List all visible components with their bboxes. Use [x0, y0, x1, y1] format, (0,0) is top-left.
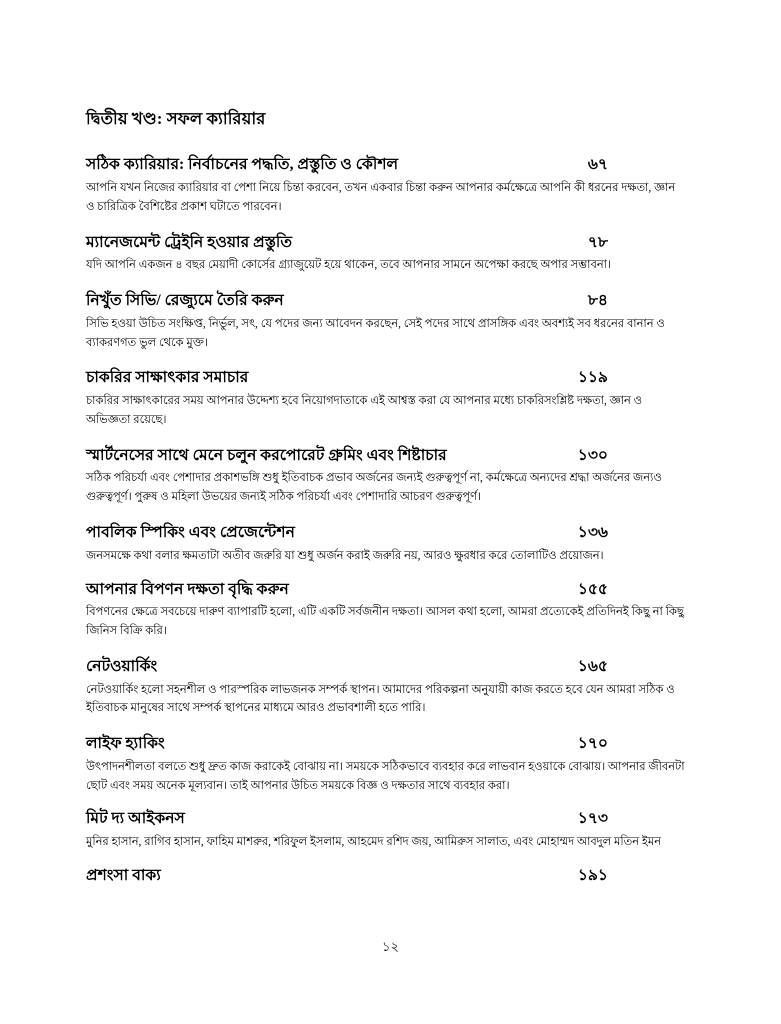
toc-entry-header: [86, 232, 690, 254]
toc-entry-page-number: ১৬৫: [577, 657, 608, 675]
toc-entry-title[interactable]: প্রশংসা বাক্য: [86, 866, 161, 884]
toc-entry: [86, 733, 690, 795]
toc-entry-page-number: ১৯১: [577, 866, 608, 884]
toc-entry: [86, 522, 690, 566]
toc-entry-title[interactable]: মিট দ্য আইকনস: [86, 810, 185, 828]
footer-page-number: ১২: [382, 939, 399, 954]
toc-entry-page-number: ১১৯: [577, 369, 608, 387]
toc-content: [86, 108, 690, 904]
volume-title: দ্বিতীয় খণ্ড: সফল ক্যারিয়ার: [86, 109, 266, 128]
toc-entry-header: [86, 579, 690, 601]
toc-entry-description: চাকরির সাক্ষাৎকারের সময় আপনার উদ্দেশ্য হবে নিয়োগদাতাকে এই আশ্বস্ত করা যে আপনার মধ্যে চাকরিসংশ্লিষ্ট দক্ষতা, জ্ঞান ও অভিজ্ঞতা রয়েছে।: [86, 395, 643, 426]
toc-entry: [86, 290, 690, 352]
toc-entry-header: [86, 733, 690, 755]
toc-entry-page-number: ১৩৬: [577, 524, 608, 542]
toc-entry-description: সিভি হওয়া উচিত সংক্ষিপ্ত, নির্ভুল, সৎ, যে পদের জন্য আবেদন করছেন, সেই পদের সাথে প্রাসঙ্গিক এবং অবশ্যই সব ধরনের বানান ও ব্যাকরণগত ভুল থেকে মুক্ত।: [86, 317, 665, 349]
toc-entry-header: [86, 656, 690, 678]
toc-entry-description: মুনির হাসান, রাগিব হাসান, ফাহিম মাশরুর, শরিফুল ইসলাম, আহমেদ রশিদ জয়, আমিরুস সালাত, এবং মোহাম্মদ আবদুল মতিন ইমন: [86, 836, 662, 849]
toc-entry-page-number: ৬৭: [587, 156, 608, 174]
toc-entry-description: আপনি যখন নিজের ক্যারিয়ার বা পেশা নিয়ে চিন্তা করবেন, তখন একবার চিন্তা করুন আপনার কর্মক্ষেত্রে আপনি কী ধরনের দক্ষতা, জ্ঞান ও চারিত্রিক বৈশিষ্টের প্রকাশ ঘটাতে পারবেন।: [86, 181, 676, 213]
toc-entry-description: বিপণনের ক্ষেত্রে সবচেয়ে দারুণ ব্যাপারটি হলো, এটি একটি সর্বজনীন দক্ষতা। আসল কথা হলো, আমরা প্রত্যেকেই প্রতিদিনই কিছু না কিছু জিনিস বিক্রি করি।: [86, 606, 684, 638]
toc-entry-header: [86, 367, 690, 389]
toc-entry-description: যদি আপনি একজন ৪ বছর মেয়াদী কোর্সের গ্র্যাজুয়েট হয়ে থাকেন, তবে আপনার সামনে অপেক্ষা করছে অপার সম্ভাবনা।: [86, 259, 612, 272]
toc-entry-page-number: ৭৮: [587, 233, 608, 251]
toc-entry-title[interactable]: নেটওয়ার্কিং: [86, 657, 158, 675]
toc-entry-title[interactable]: নিখুঁত সিভি/ রেজ্যুমে তৈরি করুন: [86, 292, 284, 310]
toc-entry: [86, 865, 690, 887]
toc-entry-header: [86, 808, 690, 830]
toc-entry-title[interactable]: ম্যানেজমেন্ট ট্রেইনি হওয়ার প্রস্তুতি: [86, 233, 293, 251]
toc-entry-page-number: ১৭৩: [577, 810, 608, 828]
toc-entry-description: নেটওয়ার্কিং হলো সহনশীল ও পারস্পরিক লাভজনক সম্পর্ক স্থাপন। আমাদের পরিকল্পনা অনুযায়ী কাজ করতে হবে যেন আমরা সঠিক ও ইতিবাচক মানুষের সাথে সম্পর্ক স্থাপনের মাধ্যমে আরও প্রভাবশালী হতে পারি।: [86, 683, 675, 715]
toc-entry-description: জনসমক্ষে কথা বলার ক্ষমতাটা অতীব জরুরি যা শুধু অর্জন করাই জরুরি নয়, আরও ক্ষুরধার করে তোলাটিও প্রয়োজন।: [86, 549, 604, 562]
toc-entry-title[interactable]: আপনার বিপণন দক্ষতা বৃদ্ধি করুন: [86, 580, 289, 598]
toc-entry: [86, 808, 690, 852]
toc-entry-title[interactable]: স্মার্টনেসের সাথে মেনে চলুন করপোরেট গ্রুমিং এবং শিষ্টাচার: [86, 446, 447, 464]
toc-entry: [86, 445, 690, 507]
toc-entry: [86, 232, 690, 276]
toc-entry: [86, 656, 690, 718]
toc-entry-description: সঠিক পরিচর্যা এবং পেশাদার প্রকাশভঙ্গি শুধু ইতিবাচক প্রভাব অর্জনের জন্যই গুরুত্বপূর্ণ না, কর্মক্ষেত্রে অন্যদের শ্রদ্ধা অর্জনের জন্যও গুরুত্বপূর্ণ। পুরুষ ও মহিলা উভয়ের জন্যই সঠিক পরিচর্যা এবং পেশাদারি আচরণ গুরুত্বপূর্ণ।: [86, 472, 662, 504]
toc-entry: [86, 367, 690, 429]
toc-entry: [86, 579, 690, 641]
toc-entry-page-number: ৮৪: [587, 292, 608, 310]
toc-entry-header: [86, 865, 690, 887]
toc-entry-description: উৎপাদনশীলতা বলতে শুধু দ্রুত কাজ করাকেই বোঝায় না। সময়কে সঠিকভাবে ব্যবহার করে লাভবান হওয়াকে বোঝায়। আপনার জীবনটা ছোট এবং সময় অনেক মূল্যবান। তাই আপনার উচিত সময়কে বিজ্ঞ ও দক্ষতার সাথে ব্যবহার করা।: [86, 760, 685, 792]
toc-entry-header: [86, 522, 690, 544]
toc-entry-page-number: ১৭০: [577, 735, 608, 753]
toc-entry: [86, 154, 690, 216]
toc-entry-header: [86, 154, 690, 176]
toc-entry-page-number: ১৩০: [577, 446, 608, 464]
toc-entry-title[interactable]: পাবলিক স্পিকিং এবং প্রেজেন্টেশন: [86, 524, 295, 542]
toc-entry-header: [86, 445, 690, 467]
toc-entry-header: [86, 290, 690, 312]
toc-entry-title[interactable]: লাইফ হ্যাকিং: [86, 735, 165, 753]
toc-entry-title[interactable]: চাকরির সাক্ষাৎকার সমাচার: [86, 369, 249, 387]
toc-entry-title[interactable]: সঠিক ক্যারিয়ার: নির্বাচনের পদ্ধতি, প্রস্তুতি ও কৌশল: [86, 156, 399, 174]
toc-entry-page-number: ১৫৫: [577, 580, 608, 598]
